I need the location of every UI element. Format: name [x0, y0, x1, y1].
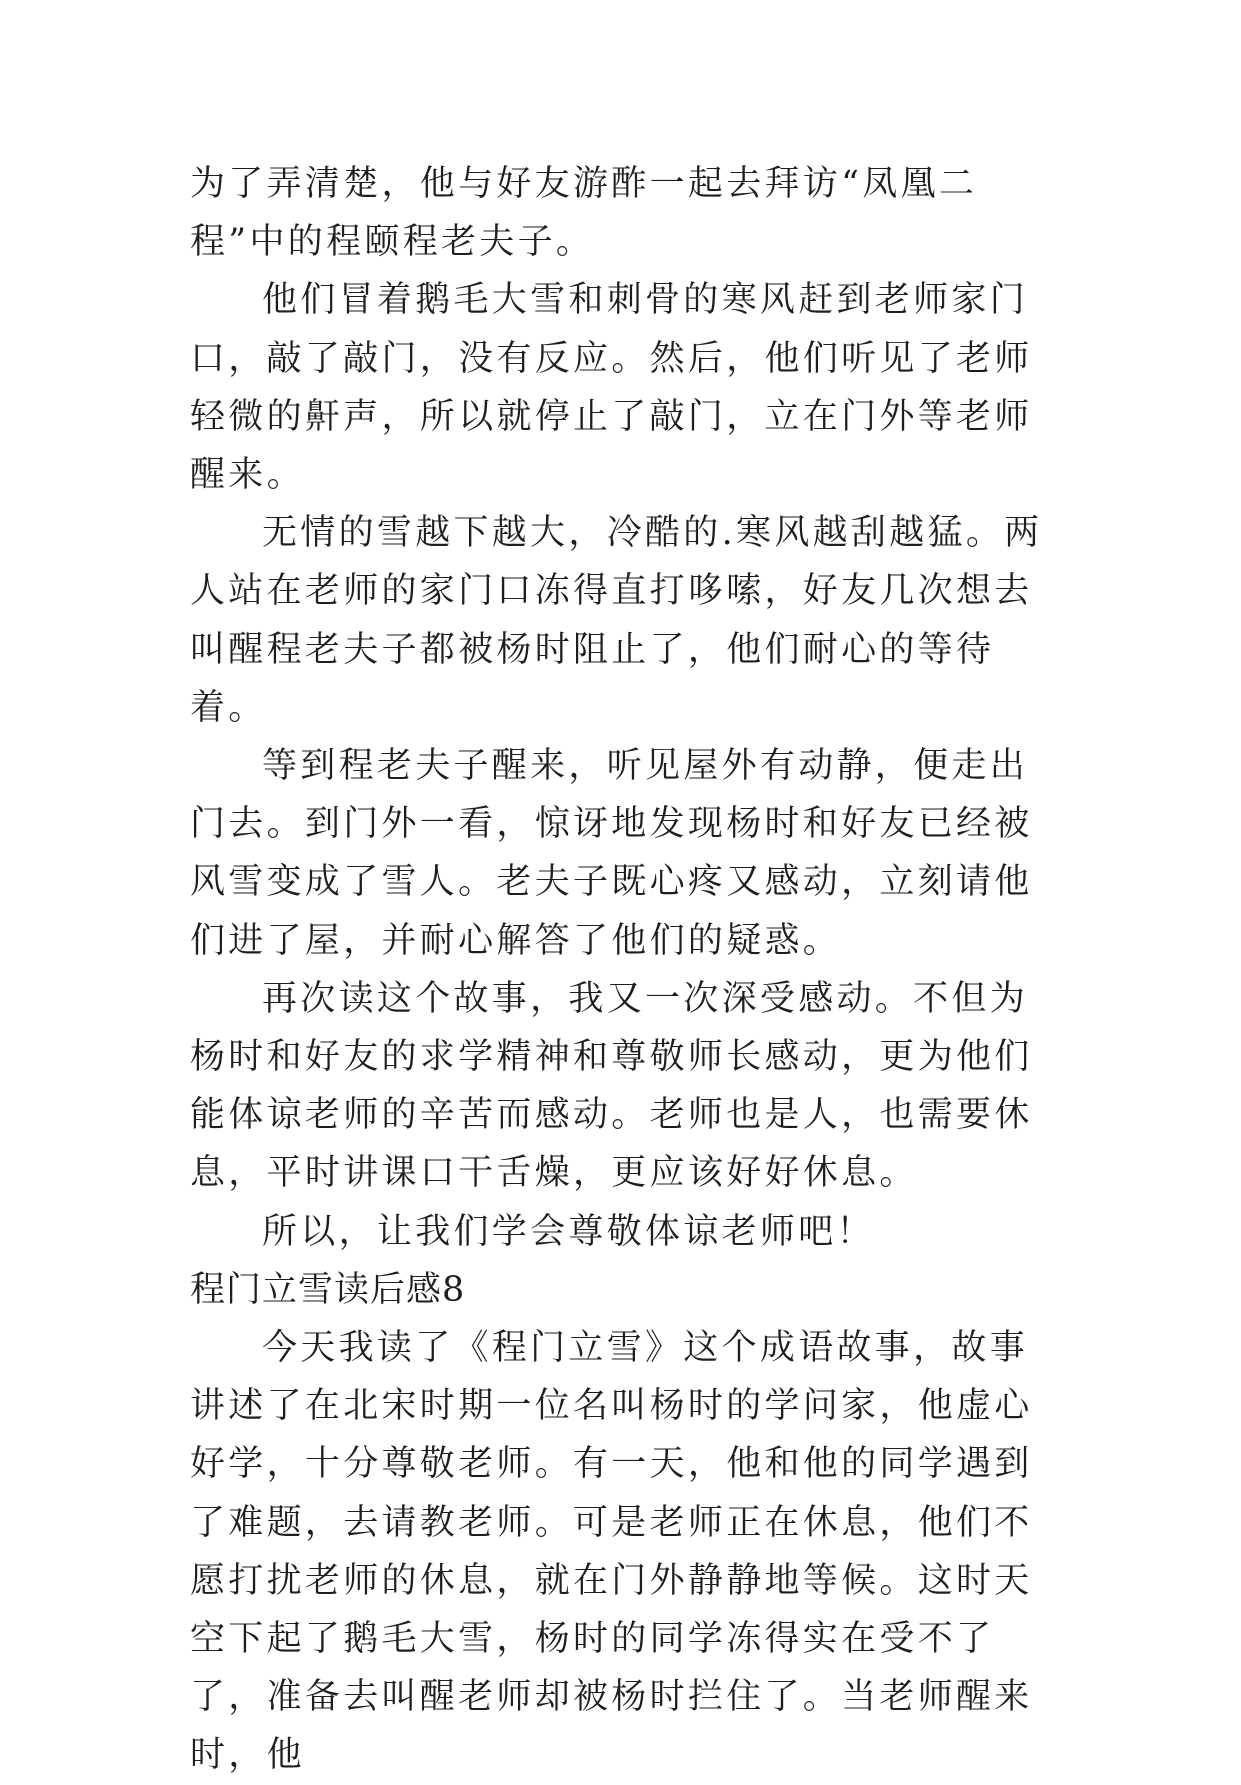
paragraph-5: 再次读这个故事，我又一次深受感动。不但为杨时和好友的求学精神和尊敬师长感动，更为他们能体谅老师的辛苦而感动。老师也是人，也需要休息，平时讲课口干舌燥，更应该好好休息。 — [190, 978, 1033, 1194]
section-heading: 程门立雪读后感8 — [190, 1269, 466, 1310]
paragraph-7: 今天我读了《程门立雪》这个成语故事，故事讲述了在北宋时期一位名叫杨时的学问家，他虚心好学，十分尊敬老师。有一天，他和他的同学遇到了难题，去请教老师。可是老师正在休息，他们不愿打扰老师的休息，就在门外静静地等候。这时天空下起了鹅毛大雪，杨时的同学冻得实在受不了了，准备去叫醒老师却被杨时拦住了。当老师醒来时，他 — [190, 1328, 1033, 1776]
paragraph-4: 等到程老夫子醒来，听见屋外有动静，便走出门去。到门外一看，惊讶地发现杨时和好友已经被风雪变成了雪人。老夫子既心疼又感动，立刻请他们进了屋，并耐心解答了他们的疑惑。 — [190, 746, 1033, 961]
paragraph-6: 所以，让我们学会尊敬体谅老师吧！ — [262, 1211, 875, 1252]
paragraph-3: 无情的雪越下越大，冷酷的.寒风越刮越猛。两人站在老师的家门口冻得直打哆嗦，好友几次想去叫醒程老夫子都被杨时阻止了，他们耐心的等待着。 — [190, 513, 1043, 728]
paragraph-1: 为了弄清楚，他与好友游酢一起去拜访“凤凰二程”中的程颐程老夫子。 — [190, 164, 978, 263]
document-body — [190, 155, 1052, 1785]
paragraph-2: 他们冒着鹅毛大雪和刺骨的寒风赶到老师家门口，敲了敲门，没有反应。然后，他们听见了老师轻微的鼾声，所以就停止了敲门，立在门外等老师醒来。 — [190, 280, 1033, 496]
